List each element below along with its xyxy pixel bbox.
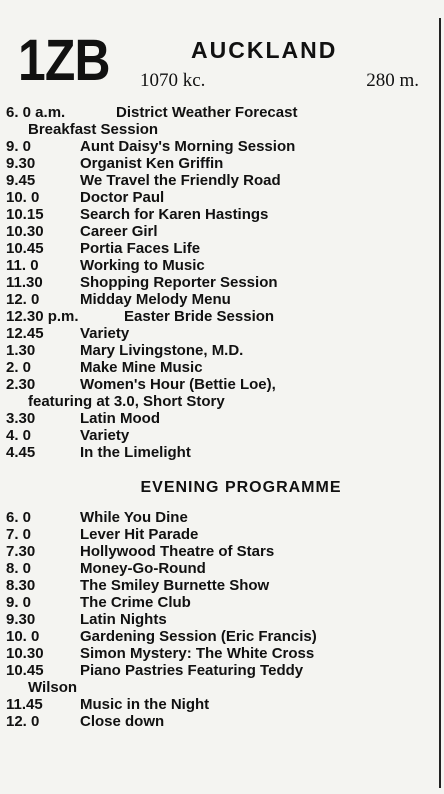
programme-item <box>6 155 436 172</box>
programme-time: 6. 0 <box>6 509 32 526</box>
programme-item <box>6 560 436 577</box>
column-rule <box>439 18 441 788</box>
programme-time: 8.30 <box>6 577 36 594</box>
programme-time: 12.45 <box>6 325 44 342</box>
programme-time: 10.45 <box>6 240 44 257</box>
station-frequency: 1070 kc. <box>140 70 206 91</box>
programme-item <box>6 291 436 308</box>
programme-time: 11. 0 <box>6 257 39 274</box>
programme-time: 9.30 <box>6 611 36 628</box>
programme-title: Variety <box>80 325 130 342</box>
programme-time: 9. 0 <box>6 138 32 155</box>
programme-title: Hollywood Theatre of Stars <box>80 543 275 560</box>
programme-title: We Travel the Friendly Road <box>80 172 281 189</box>
programme-item <box>6 342 436 359</box>
programme-title: Variety <box>80 427 130 444</box>
programme-title: Career Girl <box>80 223 158 240</box>
programme-time: 10.45 <box>6 662 44 679</box>
programme-title: Latin Nights <box>80 611 167 628</box>
programme-item <box>6 427 436 444</box>
programme-title: District Weather Forecast <box>116 104 298 121</box>
programme-title: Make Mine Music <box>80 359 203 376</box>
programme-item <box>6 393 436 410</box>
programme-item <box>6 104 436 121</box>
programme-title: Portia Faces Life <box>80 240 201 257</box>
programme-title: Music in the Night <box>80 696 210 713</box>
programme-time: 2. 0 <box>6 359 32 376</box>
programme-title: Lever Hit Parade <box>80 526 199 543</box>
programme-item <box>6 172 436 189</box>
programme-time: 11.45 <box>6 696 43 713</box>
programme-title: Breakfast Session <box>28 121 159 138</box>
programme-title: Midday Melody Menu <box>80 291 231 308</box>
programme-title: Working to Music <box>80 257 205 274</box>
station-header <box>6 28 432 94</box>
programme-time: 2.30 <box>6 376 36 393</box>
programme-time: 10.30 <box>6 223 44 240</box>
programme-item <box>6 240 436 257</box>
programme-title: Search for Karen Hastings <box>80 206 269 223</box>
programme-item <box>6 308 436 325</box>
programme-item <box>6 645 436 662</box>
programme-item <box>6 206 436 223</box>
daytime-programme <box>6 104 436 461</box>
programme-time: 9.45 <box>6 172 36 189</box>
station-wavelength: 280 m. <box>366 70 419 91</box>
programme-time: 6. 0 a.m. <box>6 104 66 121</box>
programme-time: 10. 0 <box>6 189 40 206</box>
programme-title: In the Limelight <box>80 444 191 461</box>
programme-time: 12. 0 <box>6 291 40 308</box>
programme-time: 10.30 <box>6 645 44 662</box>
programme-item <box>6 611 436 628</box>
programme-item <box>6 223 436 240</box>
programme-title: The Smiley Burnette Show <box>80 577 270 594</box>
programme-item <box>6 325 436 342</box>
programme-item <box>6 359 436 376</box>
programme-item <box>6 274 436 291</box>
programme-item <box>6 628 436 645</box>
evening-heading: EVENING PROGRAMME <box>140 479 342 496</box>
station-callsign: 1ZB <box>18 28 110 93</box>
programme-time: 9. 0 <box>6 594 32 611</box>
programme-item <box>6 509 436 526</box>
programme-time: 7. 0 <box>6 526 32 543</box>
programme-time: 4. 0 <box>6 427 32 444</box>
programme-item <box>6 189 436 206</box>
programme-item <box>6 543 436 560</box>
programme-item <box>6 444 436 461</box>
programme-time: 10. 0 <box>6 628 40 645</box>
evening-programme <box>6 509 436 730</box>
programme-item <box>6 526 436 543</box>
programme-item <box>6 121 436 138</box>
programme-item <box>6 257 436 274</box>
programme-time: 12. 0 <box>6 713 40 730</box>
programme-list <box>6 104 436 730</box>
programme-title: Piano Pastries Featuring Teddy <box>80 662 304 679</box>
programme-title: Mary Livingstone, M.D. <box>80 342 244 359</box>
programme-time: 12.30 p.m. <box>6 308 79 325</box>
programme-time: 11.30 <box>6 274 43 291</box>
programme-title: Aunt Daisy's Morning Session <box>80 138 296 155</box>
programme-time: 9.30 <box>6 155 36 172</box>
programme-title: Shopping Reporter Session <box>80 274 278 291</box>
programme-title: The Crime Club <box>80 594 191 611</box>
programme-title: Money-Go-Round <box>80 560 206 577</box>
programme-time: 8. 0 <box>6 560 32 577</box>
programme-item <box>6 138 436 155</box>
programme-time: 7.30 <box>6 543 36 560</box>
programme-title: Gardening Session (Eric Francis) <box>80 628 317 645</box>
programme-item <box>6 713 436 730</box>
programme-title: Women's Hour (Bettie Loe), <box>80 376 276 393</box>
programme-title: Simon Mystery: The White Cross <box>80 645 315 662</box>
programme-item <box>6 696 436 713</box>
programme-title: Doctor Paul <box>80 189 165 206</box>
programme-item <box>6 376 436 393</box>
programme-title: Close down <box>80 713 165 730</box>
programme-title: featuring at 3.0, Short Story <box>28 393 225 410</box>
programme-title: Latin Mood <box>80 410 160 427</box>
programme-time: 1.30 <box>6 342 36 359</box>
programme-time: 10.15 <box>6 206 44 223</box>
programme-item <box>6 662 436 679</box>
programme-time: 4.45 <box>6 444 36 461</box>
programme-item <box>6 594 436 611</box>
programme-item <box>6 577 436 594</box>
programme-time: 3.30 <box>6 410 36 427</box>
programme-item <box>6 410 436 427</box>
programme-title: Easter Bride Session <box>124 308 275 325</box>
programme-title: Organist Ken Griffin <box>80 155 224 172</box>
station-city: AUCKLAND <box>191 37 338 63</box>
programme-title: While You Dine <box>80 509 188 526</box>
programme-item <box>6 679 436 696</box>
programme-title: Wilson <box>28 679 78 696</box>
